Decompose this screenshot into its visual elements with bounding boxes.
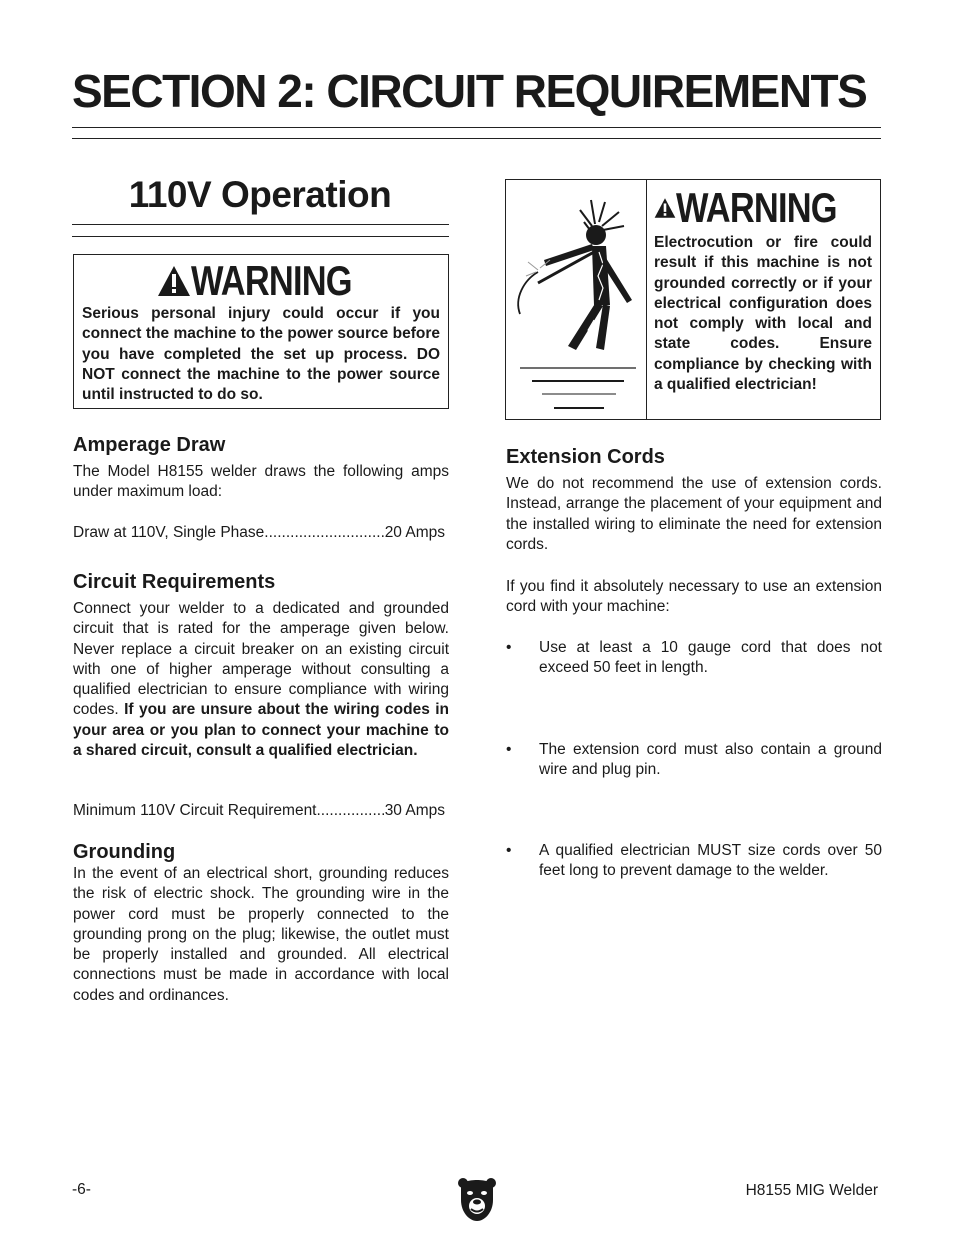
bullet-text: The extension cord must also contain a ground wire and plug pin. [539,740,882,778]
list-item [506,841,882,882]
warning-text: Electrocution or fire could result if this machine is not grounded correctly or if your electrical configuration does not comply with local and state codes. Ensure compliance by checking with a qualified electrician! [654,234,872,394]
electrocution-pictogram-icon [506,180,646,419]
warning-box-electrocution [505,179,881,420]
amperage-text: The Model H8155 welder draws the following amps under maximum load: [73,463,449,501]
circuit-spec [73,801,445,821]
circuit-spec-label: Minimum 110V Circuit Requirement [73,802,317,819]
extension-para-2: If you find it absolutely necessary to use an extension cord with your machine: [506,578,882,616]
title-rule-top [72,127,881,128]
circuit-text-normal: Connect your welder to a dedicated and grounded circuit that is rated for the amperage given below. Never replace a circuit breaker on an existing circuit with one of higher amperage without consulting a qualified electrician to ensure compliance with wiring codes. [73,600,449,719]
warning-heading: WARNING [676,184,837,231]
title-rule-bottom [72,138,881,139]
grounding-heading: Grounding [73,841,176,863]
bullet-dot: • [506,740,512,758]
amperage-heading: Amperage Draw [73,434,226,456]
extension-para-1: We do not recommend the use of extension cords. Instead, arrange the placement of your equipment and the installed wiring to eliminate the need for extension cords. [506,475,882,553]
warning-text: Serious personal injury could occur if you connect the machine to the power source before you have completed the set up process. DO NOT connect the machine to the power source until instructed to do so. [82,305,440,404]
warning-header [654,185,872,231]
bullet-text: Use at least a 10 gauge cord that does not exceed 50 feet in length. [539,639,882,677]
warning-box-setup [73,254,449,409]
circuit-heading: Circuit Requirements [73,571,276,593]
list-item [506,638,882,679]
leader-dots [264,523,384,543]
circuit-spec-value: 30 Amps [384,802,445,819]
warning-triangle-icon [654,192,676,224]
subtitle-rule-bottom [72,236,449,237]
bullet-dot: • [506,842,512,860]
warning-header [82,259,440,303]
product-name: H8155 MIG Welder [745,1182,878,1199]
amperage-spec [73,523,445,543]
circuit-text-bold: If you are unsure about the wiring codes in your area or you plan to connect your machine to a shared circuit, consult a qualified electrician. [73,701,449,760]
subsection-title: 110V Operation [128,174,392,215]
section-title: SECTION 2: CIRCUIT REQUIREMENTS [72,65,867,117]
electrocution-warning-content [654,185,872,395]
bullet-text: A qualified electrician MUST size cords over 50 feet long to prevent damage to the welder. [539,842,882,880]
circuit-text [73,599,449,761]
list-item [506,740,882,781]
extension-heading: Extension Cords [506,446,665,468]
leader-dots [317,801,385,821]
warning-heading: WARNING [190,257,352,304]
bear-head-logo-icon [457,1176,497,1227]
amperage-spec-value: 20 Amps [384,524,445,541]
page-number: -6- [72,1181,91,1198]
bullet-dot: • [506,639,512,656]
amperage-spec-label: Draw at 110V, Single Phase [73,524,265,541]
electrocution-image-panel [506,180,647,419]
warning-triangle-icon [157,265,191,297]
grounding-text: In the event of an electrical short, grounding reduces the risk of electric shock. The grounding wire in the power cord must be properly connected to the grounding prong on the plug; likewise, the outlet must be properly installed and grounded. All electrical connections must be made in accordance with local codes and ordinances. [73,865,449,1004]
subtitle-rule-top [72,224,449,225]
